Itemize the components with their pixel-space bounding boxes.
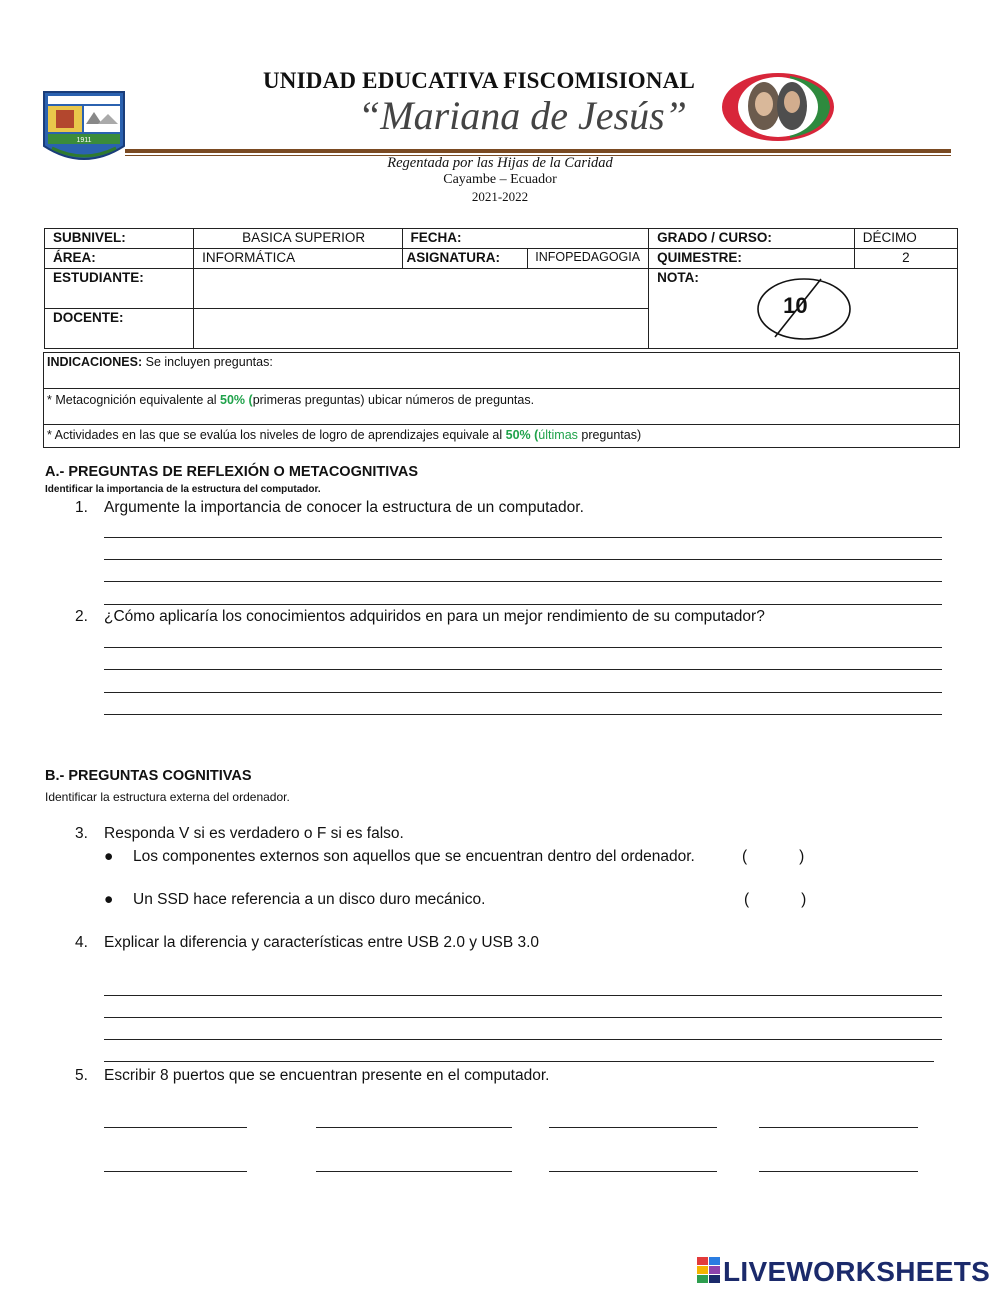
section-b-title: B.- PREGUNTAS COGNITIVAS <box>45 768 252 784</box>
question-4 <box>75 934 539 952</box>
port-blank-8[interactable] <box>759 1171 918 1172</box>
question-5 <box>75 1067 549 1085</box>
nota-value: 10 <box>783 293 808 318</box>
question-3 <box>75 825 404 843</box>
act-pct: 50% ( <box>505 428 539 442</box>
port-blank-3[interactable] <box>549 1127 717 1128</box>
school-name: “Mariana de Jesús” <box>358 93 687 138</box>
question-3-number: 3. <box>75 825 88 842</box>
nota-cell <box>649 269 958 349</box>
question-3-text: Responda V si es verdadero o F si es falso. <box>104 825 404 842</box>
port-blank-7[interactable] <box>549 1171 717 1172</box>
activities-row <box>43 424 960 448</box>
answer-line-2a[interactable] <box>104 647 942 648</box>
answer-line-4c[interactable] <box>104 1039 942 1040</box>
statement-1 <box>104 848 695 866</box>
asignatura-value: INFOPEDAGOGIA <box>528 249 649 269</box>
act-text-b: preguntas) <box>577 428 642 442</box>
paren-close: ) <box>801 891 807 908</box>
meta-pct: 50% ( <box>220 393 253 407</box>
answer-box-2[interactable] <box>744 891 806 909</box>
fecha-label <box>402 229 649 249</box>
question-4-text: Explicar la diferencia y características entre USB 2.0 y USB 3.0 <box>104 934 540 951</box>
question-1 <box>75 499 584 517</box>
question-2 <box>75 608 765 626</box>
header-rule <box>125 149 951 153</box>
paren-close: ) <box>799 848 805 865</box>
liveworksheets-logo-icon <box>697 1257 721 1283</box>
asignatura-label-text: ASIGNATURA: <box>406 250 500 265</box>
asignatura-label <box>402 249 528 269</box>
area-value <box>194 249 402 269</box>
act-text-a: * Actividades en las que se evalúa los niveles de logro de aprendizajes equivale al <box>47 428 506 442</box>
port-blank-5[interactable] <box>104 1171 247 1172</box>
paren-open: ( <box>744 891 750 908</box>
quimestre-label: QUIMESTRE: <box>649 249 855 269</box>
paren-open: ( <box>742 848 748 865</box>
answer-line-2b[interactable] <box>104 669 942 670</box>
answer-line-4d[interactable] <box>104 1061 934 1062</box>
subnivel-label: SUBNIVEL: <box>45 229 194 249</box>
quimestre-value: 2 <box>854 249 957 269</box>
port-blank-4[interactable] <box>759 1127 918 1128</box>
answer-line-4a[interactable] <box>104 995 942 996</box>
question-2-text: ¿Cómo aplicaría los conocimientos adquiridos en para un mejor rendimiento de su computador? <box>104 608 765 625</box>
school-city: Cayambe – Ecuador <box>443 172 557 187</box>
section-b-subtitle: Identificar la estructura externa del ordenador. <box>45 790 290 804</box>
answer-line-4b[interactable] <box>104 1017 942 1018</box>
answer-line-2c[interactable] <box>104 692 942 693</box>
port-blank-1[interactable] <box>104 1127 247 1128</box>
answer-line-1c[interactable] <box>104 581 942 582</box>
statement-2 <box>104 891 485 909</box>
meta-text-a: * Metacognición equivalente al <box>47 393 221 407</box>
docente-field[interactable] <box>194 309 649 349</box>
grado-label: GRADO / CURSO: <box>649 229 855 249</box>
answer-line-1b[interactable] <box>104 559 942 560</box>
statement-1-text: Los componentes externos son aquellos que se encuentran dentro del ordenador. <box>133 848 695 865</box>
fecha-label-text: FECHA: <box>410 230 462 245</box>
port-blank-2[interactable] <box>316 1127 512 1128</box>
section-a-subtitle: Identificar la importancia de la estructura del computador. <box>45 484 321 495</box>
answer-line-1d[interactable] <box>104 604 942 605</box>
bullet-icon: ● <box>104 848 114 865</box>
area-label: ÁREA: <box>45 249 194 269</box>
grado-value: DÉCIMO <box>854 229 957 249</box>
answer-box-1[interactable] <box>742 848 804 866</box>
school-subtitle: Regentada por las Hijas de la Caridad <box>387 155 613 171</box>
answer-line-2d[interactable] <box>104 714 942 715</box>
saints-portrait-logo <box>720 70 836 144</box>
nota-label: NOTA: <box>657 270 699 285</box>
question-5-number: 5. <box>75 1067 88 1084</box>
liveworksheets-brand: LIVEWORKSHEETS <box>723 1256 991 1287</box>
act-mid: últimas <box>538 428 578 442</box>
info-table <box>44 228 958 349</box>
docente-label: DOCENTE: <box>45 309 194 349</box>
estudiante-field[interactable] <box>194 269 649 309</box>
estudiante-label: ESTUDIANTE: <box>45 269 194 309</box>
indications-label: INDICACIONES: <box>47 355 143 369</box>
bullet-icon: ● <box>104 891 114 908</box>
answer-line-1a[interactable] <box>104 537 942 538</box>
question-1-text: Argumente la importancia de conocer la estructura de un computador. <box>104 499 584 516</box>
indications-box <box>43 352 960 389</box>
question-4-number: 4. <box>75 934 88 951</box>
statement-2-text: Un SSD hace referencia a un disco duro mecánico. <box>133 891 486 908</box>
question-2-number: 2. <box>75 608 88 625</box>
indications-text: Se incluyen preguntas: <box>142 355 273 369</box>
subnivel-value: BASICA SUPERIOR <box>194 229 402 249</box>
area-value-text: INFORMÁTICA <box>202 250 296 265</box>
section-a-title: A.- PREGUNTAS DE REFLEXIÓN O METACOGNITIVAS <box>45 464 418 480</box>
port-blank-6[interactable] <box>316 1171 512 1172</box>
meta-text-b: primeras preguntas) ubicar números de preguntas. <box>252 393 535 407</box>
question-5-text: Escribir 8 puertos que se encuentran presente en el computador. <box>104 1067 550 1084</box>
school-title: UNIDAD EDUCATIVA FISCOMISIONAL <box>263 68 695 93</box>
metacognition-row <box>43 388 960 425</box>
question-1-number: 1. <box>75 499 88 516</box>
school-year: 2021-2022 <box>471 189 529 204</box>
svg-text:1911: 1911 <box>76 137 92 144</box>
